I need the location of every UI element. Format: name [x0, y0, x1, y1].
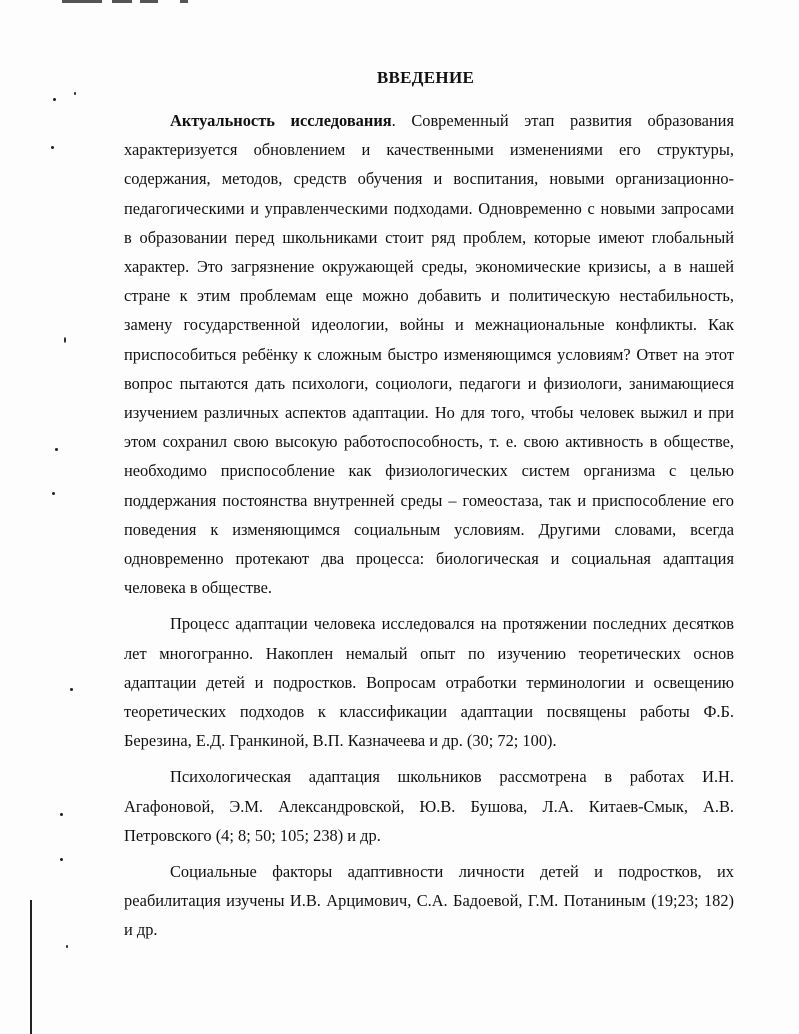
- body-text: [124, 106, 734, 945]
- paragraph-text: Процесс адаптации человека исследовался на протяжении последних десятков лет многогранно. Накоплен немалый опыт по изучению теоретических основ адаптации детей и подростков. Вопросам отработки терминологии и освещению теоретических подходов к классификации адаптации посвящены работы Ф.Б. Березина, Е.Д. Гранкиной, В.П. Казначеева и др. (30; 72; 100).: [124, 614, 734, 751]
- paragraph-text: Социальные факторы адаптивности личности детей и подростков, их реабилитация изучены И.В. Арцимович, С.А. Бадоевой, Г.М. Потаниным (19;23; 182) и др.: [124, 862, 734, 940]
- paragraph-lead: Актуальность исследования: [170, 111, 392, 130]
- scan-speck: [51, 146, 54, 149]
- scan-speck: [55, 448, 58, 451]
- paragraph: [124, 762, 734, 850]
- paragraph: [124, 609, 734, 755]
- page-title: ВВЕДЕНИЕ: [376, 68, 475, 87]
- scan-speck: [60, 858, 63, 861]
- scan-speck: [74, 92, 76, 95]
- scan-edge-line: [30, 900, 32, 1034]
- paragraph: [124, 857, 734, 945]
- scan-artifact: [62, 0, 102, 3]
- paragraph-text: Психологическая адаптация школьников рассмотрена в работах И.Н. Агафоновой, Э.М. Александровской, Ю.В. Бушова, Л.А. Китаев-Смык, А.В. Петровского (4; 8; 50; 105; 238) и др.: [124, 767, 734, 845]
- scan-speck: [52, 492, 55, 495]
- scan-artifact: [180, 0, 188, 3]
- paragraph-text: . Современный этап развития образования характеризуется обновлением и качественными изменениями его структуры, содержания, методов, средств обучения и воспитания, новыми организационно-педагогическими и управленческими подходами. Одновременно с новыми запросами в образовании перед школьниками стоит ряд проблем, которые имеют глобальный характер. Это загрязнение окружающей среды, экономические кризисы, а в нашей стране к этим проблемам еще можно добавить и политическую нестабильность, замену государственной идеологии, войны и межнациональные конфликты. Как приспособиться ребёнку к сложным быстро изменяющимся условиям? Ответ на этот вопрос пытаются дать психологи, социологи, педагоги и физиологи, занимающиеся изучением различных аспектов адаптации. Но для того, чтобы человек выжил и при этом сохранил свою высокую работоспособность, т. е. свою активность в обществе, необходимо приспособление как физиологических систем организма с целью поддержания постоянства внутренней среды – гомеостаза, так и приспособление его поведения к изменяющимся социальным условиям. Другими словами, всегда одновременно протекают два процесса: биологическая и социальная адаптация человека в обществе.: [124, 111, 734, 598]
- scan-speck: [64, 337, 66, 343]
- scan-speck: [70, 688, 73, 691]
- scan-artifact: [112, 0, 132, 3]
- paragraph: [124, 106, 734, 602]
- scan-speck: [60, 813, 63, 816]
- scan-speck: [53, 98, 56, 101]
- scan-artifact: [140, 0, 158, 3]
- scan-speck: [66, 945, 68, 948]
